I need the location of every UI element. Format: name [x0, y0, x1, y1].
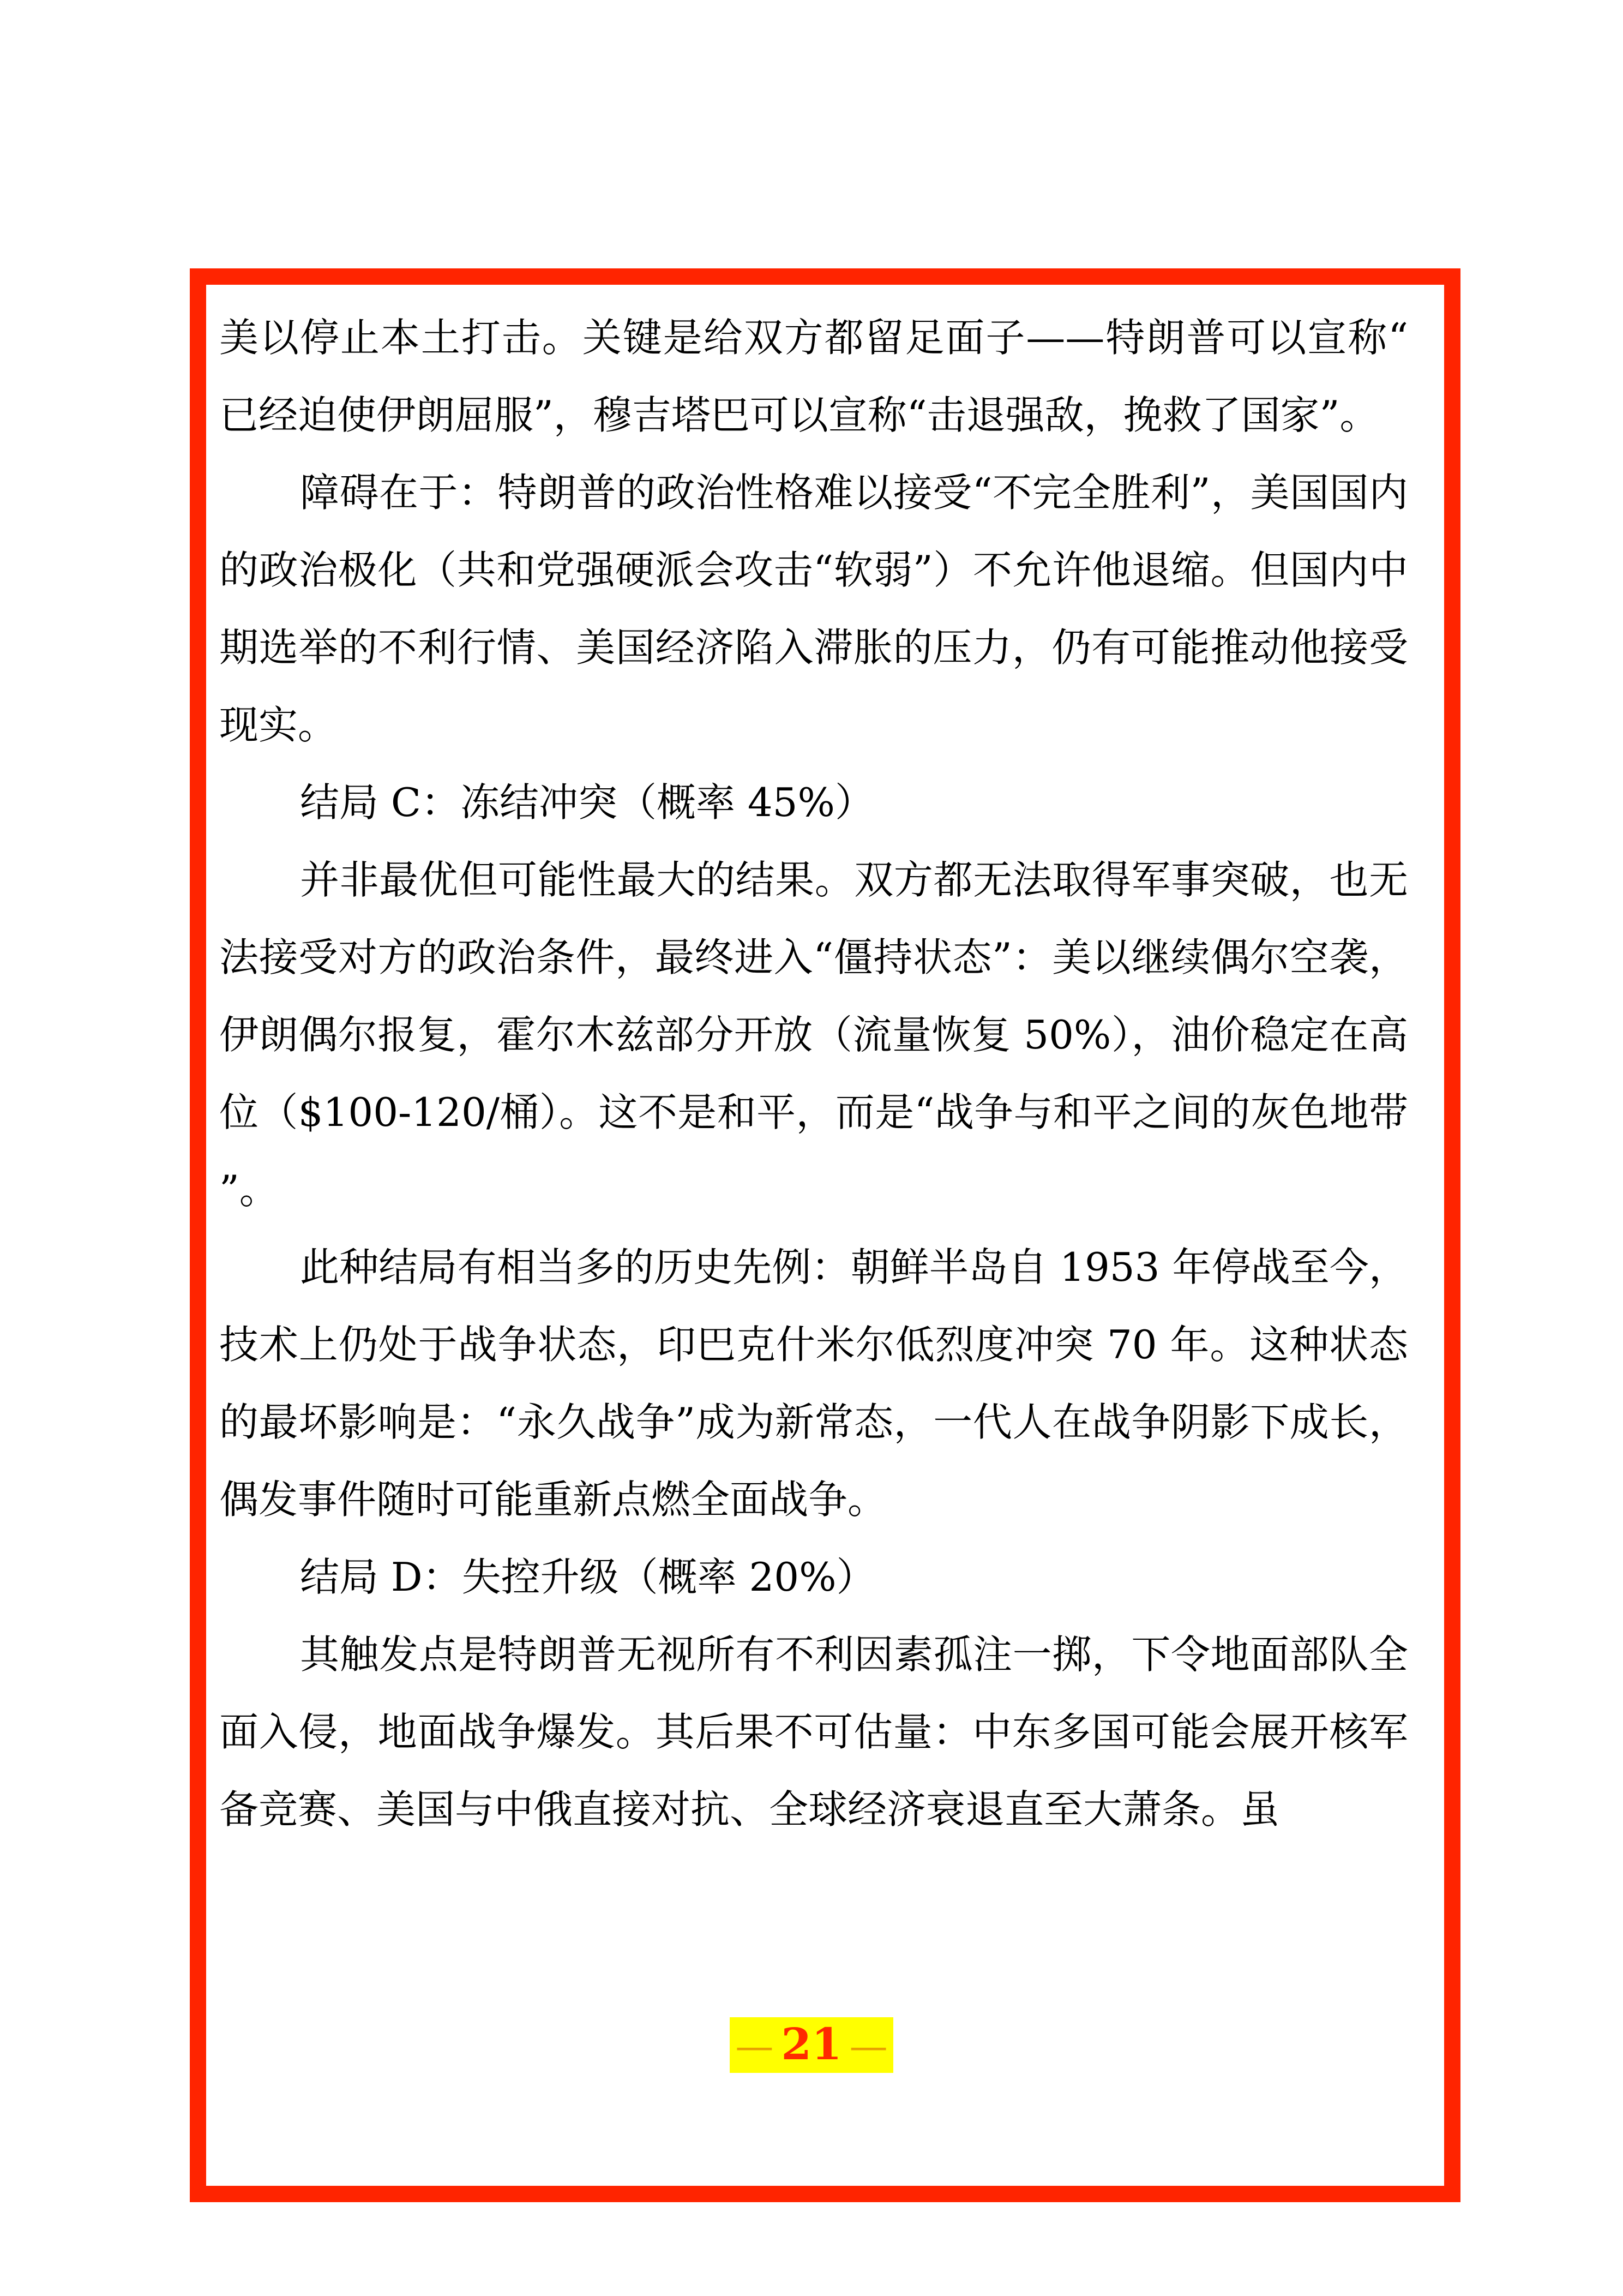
section-heading-outcome-d: 结局 D：失控升级（概率 20%）	[300, 1554, 876, 1600]
paragraph: 并非最优但可能性最大的结果。双方都无法取得军事突破，也无法接受对方的政治条件，最终进入“僵持状态”：美以继续偶尔空袭，伊朗偶尔报复，霍尔木兹部分开放（流量恢复 50%），油价稳定在高位（$100-120/桶）。这不是和平，而是“战争与和平之间的灰色地带”。	[219, 857, 1408, 1213]
page-number-value: 21	[781, 2018, 842, 2070]
page-number-dash-left: —	[735, 2024, 774, 2069]
page-number-dash-right: —	[849, 2024, 888, 2069]
paragraph: 美以停止本土打击。关键是给双方都留足面子——特朗普可以宣称“已经迫使伊朗屈服”，穆吉塔巴可以宣称“击退强敌，挽救了国家”。	[219, 315, 1408, 438]
page-number	[730, 2017, 893, 2073]
body-text	[219, 299, 1408, 1848]
paragraph: 其触发点是特朗普无视所有不利因素孤注一掷，下令地面部队全面入侵，地面战争爆发。其后果不可估量：中东多国可能会展开核军备竞赛、美国与中俄直接对抗、全球经济衰退直至大萧条。虽	[219, 1632, 1408, 1832]
paragraph: 障碍在于：特朗普的政治性格难以接受“不完全胜利”，美国国内的政治极化（共和党强硬派会攻击“软弱”）不允许他退缩。但国内中期选举的不利行情、美国经济陷入滞胀的压力，仍有可能推动他接受现实。	[219, 470, 1408, 748]
paragraph: 此种结局有相当多的历史先例：朝鲜半岛自 1953 年停战至今，技术上仍处于战争状态，印巴克什米尔低烈度冲突 70 年。这种状态的最坏影响是：“永久战争”成为新常态，一代人在战争阴影下成长，偶发事件随时可能重新点燃全面战争。	[219, 1244, 1408, 1522]
page-footer	[0, 2017, 1623, 2073]
section-heading-outcome-c: 结局 C：冻结冲突（概率 45%）	[300, 780, 874, 825]
